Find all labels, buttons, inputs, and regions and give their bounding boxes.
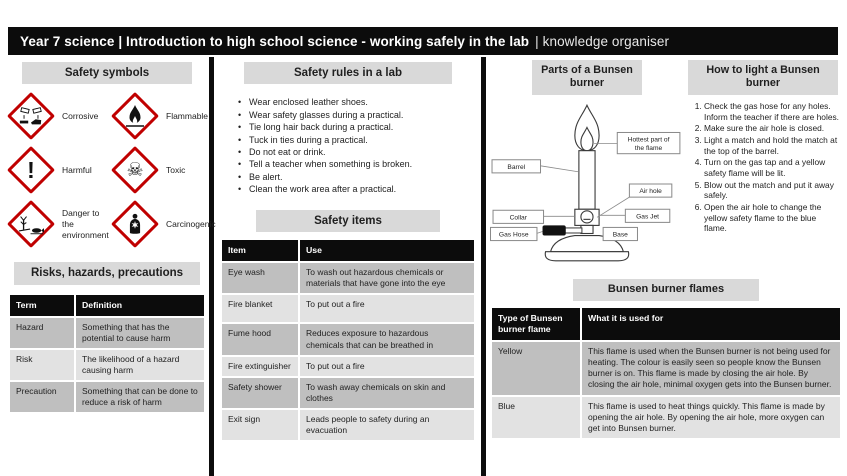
label-air-hole: Air hole	[639, 188, 662, 196]
column-divider-2	[481, 57, 486, 476]
bunsen-burner-diagram	[490, 97, 690, 276]
label-barrel: Barrel	[507, 163, 526, 171]
step-item: 6. Open the air hole to change the yellow safety flame to the blue flame.	[704, 202, 840, 234]
table-row	[222, 378, 474, 408]
item-cell: Eye wash	[222, 263, 298, 293]
how-to-light-heading: How to light a Bunsen burner	[688, 60, 838, 95]
risks-heading: Risks, hazards, precautions	[14, 262, 200, 284]
table-row	[222, 295, 474, 322]
bunsen-flames-heading: Bunsen burner flames	[573, 279, 759, 301]
symbol-environment	[8, 200, 112, 248]
col-header-term: Term	[10, 295, 74, 316]
table-row	[222, 410, 474, 440]
list-item: • Tie long hair back during a practical.	[238, 121, 476, 133]
term-cell: Hazard	[10, 318, 74, 348]
col-header-used-for: What it is used for	[582, 308, 840, 341]
use-cell: To wash out hazardous chemicals or materials that have gone into the eye	[300, 263, 474, 293]
skull-glyph: ☠	[126, 158, 144, 181]
use-cell: To put out a fire	[300, 357, 474, 376]
symbol-label: Flammable	[166, 111, 209, 122]
term-cell: Precaution	[10, 382, 74, 412]
col-header-item: Item	[222, 240, 298, 261]
symbol-label: Toxic	[166, 165, 186, 176]
carcinogenic-icon	[111, 200, 159, 248]
column-safety-symbols	[8, 60, 216, 414]
table-row	[10, 318, 204, 348]
step-item: 2. Make sure the air hole is closed.	[704, 123, 840, 134]
safety-rules-heading: Safety rules in a lab	[244, 62, 452, 84]
symbol-harmful	[8, 146, 112, 194]
col-header-definition: Definition	[76, 295, 204, 316]
banner-subtitle: | knowledge organiser	[535, 33, 670, 49]
use-cell: To put out a fire	[300, 295, 474, 322]
safety-symbols-grid	[8, 92, 216, 248]
use-cell: Reduces exposure to hazardous chemicals that can be breathed in	[300, 324, 474, 354]
step-item: 1. Check the gas hose for any holes. Inform the teacher if there are holes.	[704, 101, 840, 122]
list-item: • Wear safety glasses during a practical.	[238, 109, 476, 121]
table-row	[492, 397, 840, 438]
title-banner	[8, 27, 838, 55]
item-cell: Fume hood	[222, 324, 298, 354]
definition-cell: Something that can be done to reduce a risk of harm	[76, 382, 204, 412]
table-header-row	[222, 240, 474, 261]
table-row	[492, 342, 840, 394]
toxic-icon	[111, 146, 159, 194]
step-item: 3. Light a match and hold the match at the top of the barrel.	[704, 135, 840, 156]
risks-table	[8, 293, 206, 415]
column-safety-rules	[220, 60, 476, 442]
symbol-label: Harmful	[62, 165, 92, 176]
definition-cell: The likelihood of a hazard causing harm	[76, 350, 204, 380]
symbol-label: Corrosive	[62, 111, 99, 122]
symbol-label: Carcinogenic	[166, 219, 216, 230]
symbol-corrosive	[8, 92, 112, 140]
label-collar: Collar	[509, 214, 527, 222]
exclamation-glyph: !	[27, 156, 35, 183]
list-item: • Wear enclosed leather shoes.	[238, 96, 476, 108]
list-item: • Tuck in ties during a practical.	[238, 134, 476, 146]
bunsen-flames-table	[490, 306, 842, 440]
flame-type-cell: Yellow	[492, 342, 580, 394]
corrosive-icon	[7, 92, 55, 140]
term-cell: Risk	[10, 350, 74, 380]
item-cell: Fire extinguisher	[222, 357, 298, 376]
col-header-flame-type: Type of Bunsen burner flame	[492, 308, 580, 341]
symbol-toxic	[112, 146, 206, 194]
item-cell: Fire blanket	[222, 295, 298, 322]
safety-symbols-heading: Safety symbols	[22, 62, 192, 84]
list-item: • Do not eat or drink.	[238, 146, 476, 158]
flame-type-cell: Blue	[492, 397, 580, 438]
item-cell: Exit sign	[222, 410, 298, 440]
label-base: Base	[612, 231, 628, 239]
environment-icon	[7, 200, 55, 248]
label-gas-hose: Gas Hose	[498, 231, 529, 239]
safety-rules-list	[238, 96, 476, 195]
harmful-icon	[7, 146, 55, 194]
symbol-label: Danger to the environment	[62, 208, 109, 240]
list-item: • Tell a teacher when something is broken.	[238, 158, 476, 170]
label-gas-jet: Gas Jet	[636, 213, 660, 221]
table-row	[222, 357, 474, 376]
column-bunsen-burner	[490, 60, 842, 440]
banner-title: Year 7 science | Introduction to high school science - working safely in the lab	[20, 33, 530, 49]
use-cell: To wash away chemicals on skin and clothes	[300, 378, 474, 408]
table-header-row	[10, 295, 204, 316]
column-divider-1	[209, 57, 214, 476]
label-hottest-part: Hottest part of	[627, 136, 670, 144]
flammable-icon	[111, 92, 159, 140]
use-cell: Leads people to safety during an evacuation	[300, 410, 474, 440]
item-cell: Safety shower	[222, 378, 298, 408]
table-header-row	[492, 308, 840, 341]
bunsen-parts-heading: Parts of a Bunsen burner	[532, 60, 642, 95]
safety-items-heading: Safety items	[256, 210, 440, 232]
list-item: • Be alert.	[238, 171, 476, 183]
step-item: 5. Blow out the match and put it away safely.	[704, 180, 840, 201]
how-to-light-steps	[690, 101, 840, 276]
definition-cell: Something that has the potential to cause harm	[76, 318, 204, 348]
symbol-carcinogenic	[112, 200, 216, 248]
safety-items-table	[220, 238, 476, 442]
table-row	[10, 350, 204, 380]
table-row	[10, 382, 204, 412]
used-for-cell: This flame is used to heat things quickly. This flame is made by opening the air hole. By opening the air hole, more oxygen can get into Bunsen burner.	[582, 397, 840, 438]
label-hottest-part-2: the flame	[634, 145, 663, 153]
symbol-flammable	[112, 92, 209, 140]
list-item: • Clean the work area after a practical.	[238, 183, 476, 195]
table-row	[222, 263, 474, 293]
bunsen-burner-drawing	[490, 97, 690, 271]
table-row	[222, 324, 474, 354]
step-item: 4. Turn on the gas tap and a yellow safety flame will be lit.	[704, 157, 840, 178]
col-header-use: Use	[300, 240, 474, 261]
bunsen-headings	[490, 60, 842, 95]
used-for-cell: This flame is used when the Bunsen burner is not being used for heating. The colour is easily seen so people know the Bunsen burner is on. This flame is made by closing the air hole. By closing the air hole, minimal oxygen gets into the Bunsen burner.	[582, 342, 840, 394]
